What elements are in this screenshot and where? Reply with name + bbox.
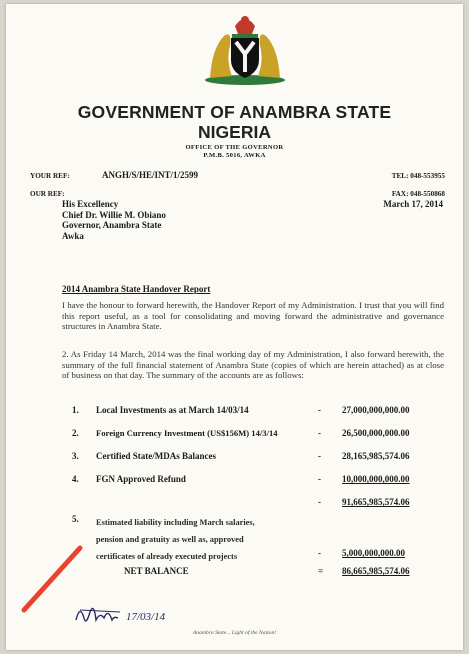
addressee-line: Chief Dr. Willie M. Obiano	[62, 209, 166, 220]
red-slash-mark	[18, 544, 86, 614]
subject-heading: 2014 Anambra State Handover Report	[62, 284, 211, 294]
account-amount: 26,500,000,000.00	[342, 428, 410, 438]
pmb-line: P.M.B. 5016, AWKA	[203, 152, 266, 159]
addressee-line: Awka	[62, 230, 84, 241]
fax-number: FAX: 048-550868	[391, 190, 445, 198]
net-balance-equals: =	[318, 566, 324, 576]
your-ref-label: YOUR REF:	[30, 172, 70, 180]
account-dash: -	[318, 451, 321, 461]
account-dash: -	[318, 474, 321, 484]
account-number: 4.	[72, 474, 79, 484]
account-dash: -	[318, 405, 321, 415]
subtotal-dash: -	[318, 497, 321, 507]
government-title: GOVERNMENT OF ANAMBRA STATE	[77, 102, 392, 122]
footer-slogan: Anambra State... Light of the Nation!	[192, 630, 277, 636]
net-balance-label: NET BALANCE	[124, 566, 189, 576]
addressee-line: His Excellency	[62, 199, 119, 209]
liability-dash: -	[318, 548, 321, 558]
your-ref-value: ANGH/S/HE/INT/1/2599	[102, 170, 199, 180]
signature-date: 17/03/14	[126, 611, 166, 623]
subtotal-amount: 91,665,985,574.06	[342, 497, 410, 507]
letter-page	[6, 4, 463, 650]
account-label: Certified State/MDAs Balances	[96, 451, 216, 461]
account-amount: 28,165,985,574.06	[342, 451, 410, 461]
our-ref-label: OUR REF:	[30, 190, 65, 198]
liability-amount: 5,000,000,000.00	[342, 548, 405, 558]
account-number: 2.	[72, 428, 79, 438]
account-label: FGN Approved Refund	[96, 474, 186, 484]
account-number: 1.	[72, 405, 79, 415]
tel-number: TEL: 048-553955	[391, 172, 445, 180]
coat-of-arms-emblem	[202, 8, 288, 86]
addressee-line: Governor, Anambra State	[62, 220, 162, 230]
liability-line: certificates of already executed projects	[96, 552, 238, 561]
country-title: NIGERIA	[198, 122, 271, 142]
account-dash: -	[318, 428, 321, 438]
net-balance-amount: 86,665,985,574.06	[342, 566, 410, 576]
office-line: OFFICE OF THE GOVERNOR	[185, 144, 284, 151]
paragraph-one: I have the honour to forward herewith, the Handover Report of my Administration. I trust that you will find this report useful, as a tool for consolidating and moving forward the administrative and governance structures in Anambra State.	[62, 300, 444, 332]
liability-line: pension and gratuity as well as, approved	[96, 535, 244, 544]
account-label: Local Investments as at March 14/03/14	[96, 405, 249, 415]
account-amount: 27,000,000,000.00	[342, 405, 410, 415]
account-label: Foreign Currency Investment (US$156M) 14/3/14	[96, 428, 278, 438]
liability-line: Estimated liability including March salaries,	[96, 518, 255, 527]
account-number: 3.	[72, 451, 79, 461]
letter-date: March 17, 2014	[383, 199, 443, 209]
handwritten-signature	[70, 598, 180, 632]
account-amount: 10,000,000,000.00	[342, 474, 410, 484]
liability-number: 5.	[72, 514, 79, 524]
addressee-block	[62, 199, 166, 241]
paragraph-two: 2. As Friday 14 March, 2014 was the final working day of my Administration, I also forward herewith, the summary of the full financial statement of Anambra State (copies of which are herein attached) as at close of business on that day. The summary of the accounts are as follows:	[62, 349, 444, 381]
liability-description	[96, 514, 255, 565]
